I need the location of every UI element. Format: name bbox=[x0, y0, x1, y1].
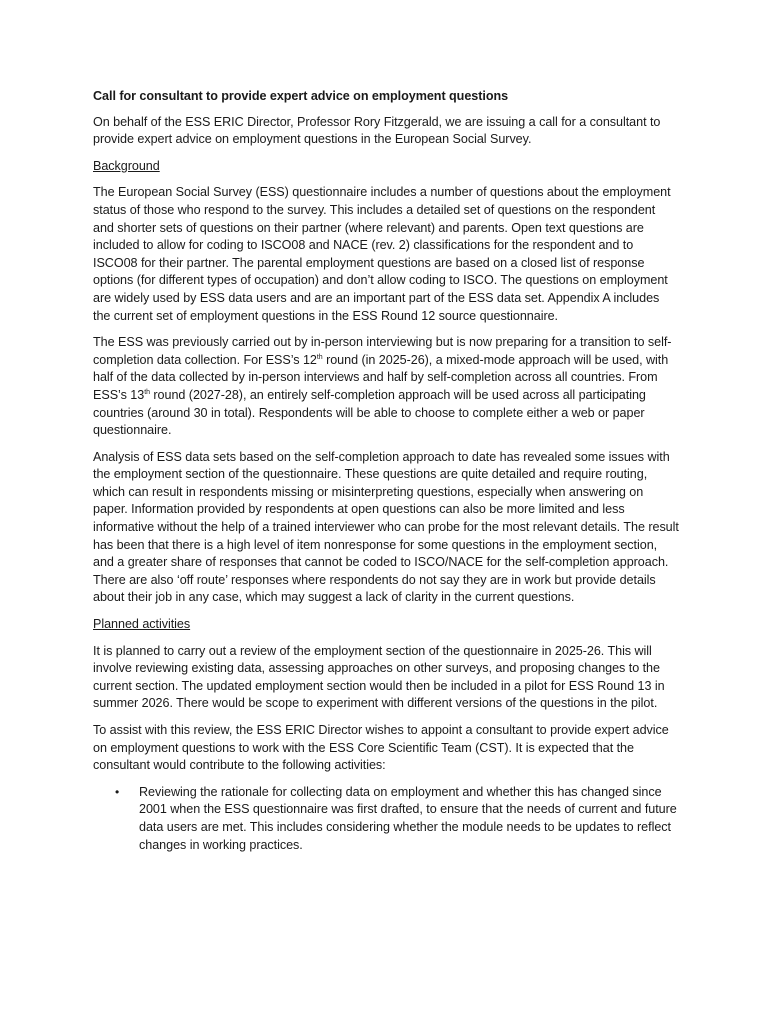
intro-paragraph: On behalf of the ESS ERIC Director, Professor Rory Fitzgerald, we are issuing a call for a consultant to provide expert advice on employment questions in the European Social Survey. bbox=[93, 114, 661, 147]
document-page bbox=[93, 88, 679, 854]
background-paragraph-3: Analysis of ESS data sets based on the self-completion approach to date has revealed some issues with the employment section of the questionnaire. These questions are quite detailed and require routing, which can result in respondents missing or misinterpreting questions, especially when answering on paper. Information provided by respondents at open questions can also be more limited and less informative without the help of a trained interviewer who can probe for the most relevant details. The result has been that there is a high level of item nonresponse for some questions in the employment section, and a greater share of responses that cannot be coded to ISCO/NACE for the self-completion approach. There are also ‘off route’ responses where respondents do not say they are in work but provide details about their job in any case, which may suggest a lack of clarity in the current questions. bbox=[93, 449, 679, 605]
list-item bbox=[93, 784, 679, 854]
ordinal-suffix-12th: th bbox=[316, 353, 323, 361]
background-paragraph-2 bbox=[93, 334, 679, 440]
planned-activities-heading: Planned activities bbox=[93, 617, 191, 632]
background-paragraph-2-part-a: The ESS was previously carried out by in-person interviewing but is now preparing for a transition to self-completion data collection. For ESS’s 12 bbox=[93, 335, 672, 367]
bullet-icon: • bbox=[115, 784, 120, 799]
background-paragraph-2-part-b: round (in 2025-26), a mixed-mode approach will be used, with half of the data collected by in-person interviews and half by self-completion across all countries. From ESS’s 13 bbox=[93, 352, 669, 402]
activities-list bbox=[93, 784, 679, 854]
planned-paragraph-2: To assist with this review, the ESS ERIC Director wishes to appoint a consultant to provide expert advice on employment questions to work with the ESS Core Scientific Team (CST). It is expected that the consultant would contribute to the following activities: bbox=[93, 723, 669, 773]
document-title: Call for consultant to provide expert advice on employment questions bbox=[93, 89, 509, 103]
background-paragraph-1: The European Social Survey (ESS) questionnaire includes a number of questions about the employment status of those who respond to the survey. This includes a detailed set of questions on the respondent and shorter sets of questions on their partner (where relevant) and parents. Open text questions are included to allow for coding to ISCO08 and NACE (rev. 2) classifications for the respondent and to ISCO08 for their partner. The parental employment questions are based on a closed list of response options (for different types of occupation) and don’t allow coding to ISCO. The questions on employment are widely used by ESS data users and are an important part of the ESS data set. Appendix A includes the current set of employment questions in the ESS Round 12 source questionnaire. bbox=[93, 185, 671, 323]
list-item-text: Reviewing the rationale for collecting data on employment and whether this has changed since 2001 when the ESS questionnaire was first drafted, to ensure that the needs of current and future data users are met. This includes considering whether the module needs to be updates to reflect changes in working practices. bbox=[139, 784, 677, 852]
ordinal-suffix-13th: th bbox=[144, 388, 150, 396]
background-paragraph-2-part-c: round (2027-28), an entirely self-completion approach will be used across all participating countries (around 30 in total). Respondents will be able to choose to complete either a web or paper questionnaire. bbox=[93, 387, 646, 438]
background-heading: Background bbox=[93, 158, 160, 173]
planned-paragraph-1: It is planned to carry out a review of the employment section of the questionnaire in 2025-26. This will involve reviewing existing data, assessing approaches on other surveys, and proposing changes to the current section. The updated employment section would then be included in a pilot for ESS Round 13 in summer 2026. There would be scope to experiment with different versions of the questions in the pilot. bbox=[93, 643, 665, 711]
